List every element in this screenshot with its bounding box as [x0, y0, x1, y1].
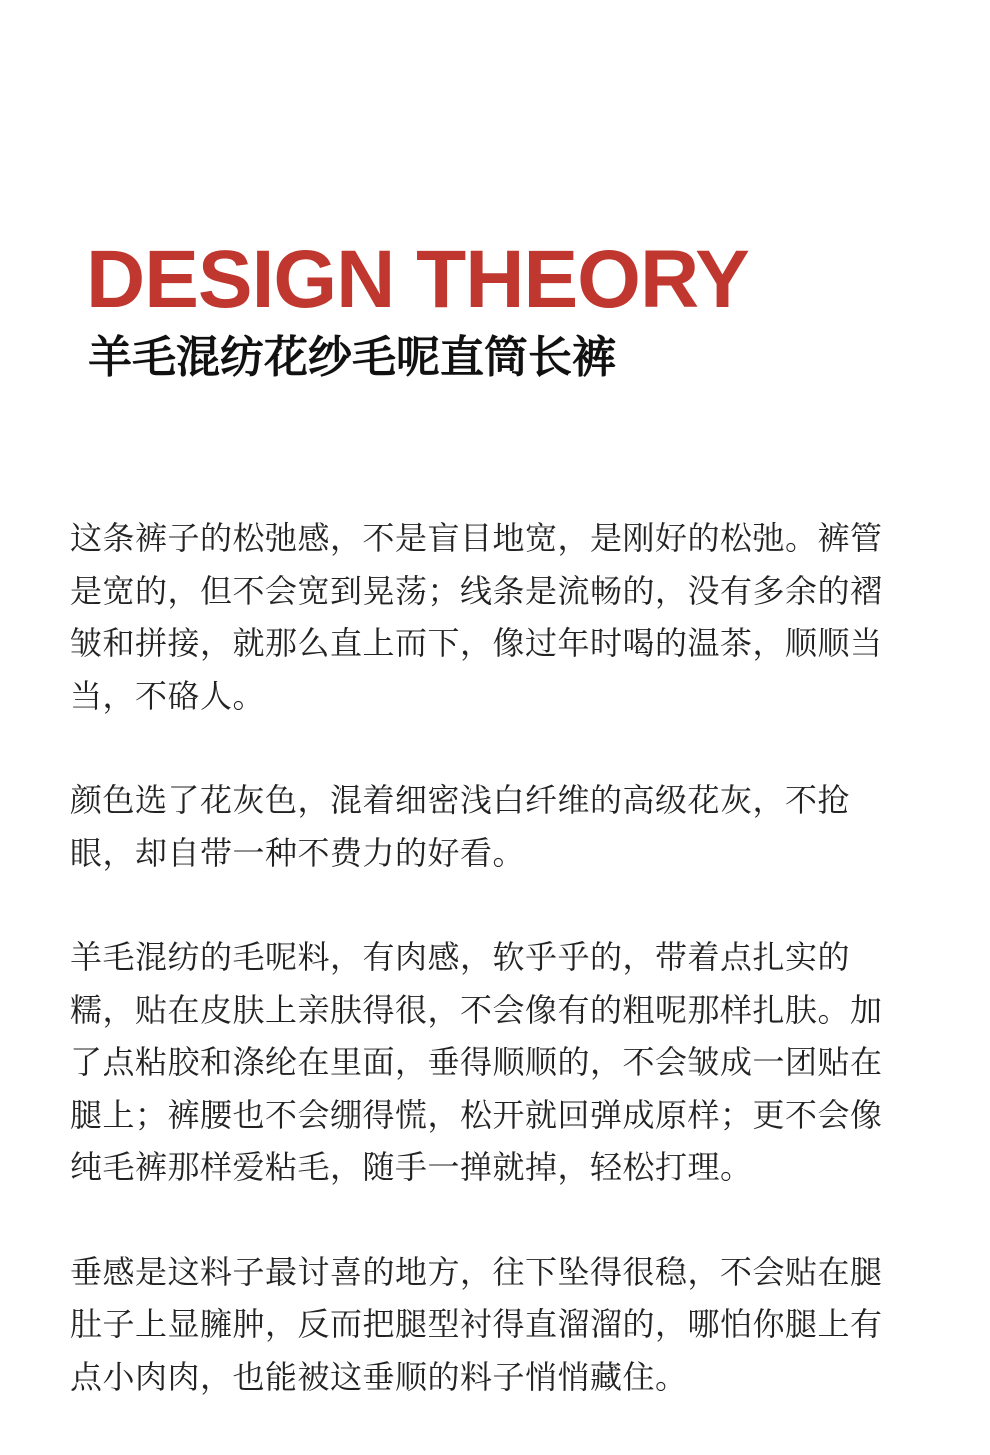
paragraph-line: 颜色选了花灰色，混着细密浅白纤维的高级花灰，不抢 — [70, 781, 851, 819]
paragraph-line: 羊毛混纺的毛呢料，有肉感，软乎乎的，带着点扎实的 — [70, 938, 851, 976]
paragraph-fabric — [70, 931, 930, 1194]
paragraph-line: 眼，却自带一种不费力的好看。 — [70, 833, 526, 872]
article-body — [70, 512, 930, 1455]
product-subtitle: 羊毛混纺花纱毛呢直筒长裤 — [88, 332, 616, 383]
paragraph-line: 当，不硌人。 — [70, 676, 266, 715]
paragraph-line: 点小肉肉，也能被这垂顺的料子悄悄藏住。 — [70, 1357, 688, 1396]
headline-title: DESIGN THEORY — [86, 234, 749, 325]
paragraph-line: 这条裤子的松弛感，不是盲目地宽，是刚好的松弛。裤管 — [70, 519, 883, 557]
paragraph-line: 了点粘胶和涤纶在里面，垂得顺顺的，不会皱成一团贴在 — [70, 1043, 883, 1081]
paragraph-color — [70, 774, 930, 879]
paragraph-line: 是宽的，但不会宽到晃荡；线条是流畅的，没有多余的褶 — [70, 571, 883, 610]
paragraph-line: 垂感是这料子最讨喜的地方，往下坠得很稳，不会贴在腿 — [70, 1252, 883, 1291]
paragraph-line: 腿上；裤腰也不会绷得慌，松开就回弹成原样；更不会像 — [70, 1095, 883, 1134]
paragraph-line: 糯，贴在皮肤上亲肤得很，不会像有的粗呢那样扎肤。加 — [70, 990, 883, 1029]
paragraph-relaxed-fit — [70, 512, 930, 722]
paragraph-line: 皱和拼接，就那么直上而下，像过年时喝的温茶，顺顺当 — [70, 624, 883, 662]
paragraph-drape — [70, 1246, 930, 1404]
paragraph-line: 纯毛裤那样爱粘毛，随手一掸就掉，轻松打理。 — [70, 1148, 753, 1186]
paragraph-line: 肚子上显臃肿，反而把腿型衬得直溜溜的，哪怕你腿上有 — [70, 1305, 883, 1343]
